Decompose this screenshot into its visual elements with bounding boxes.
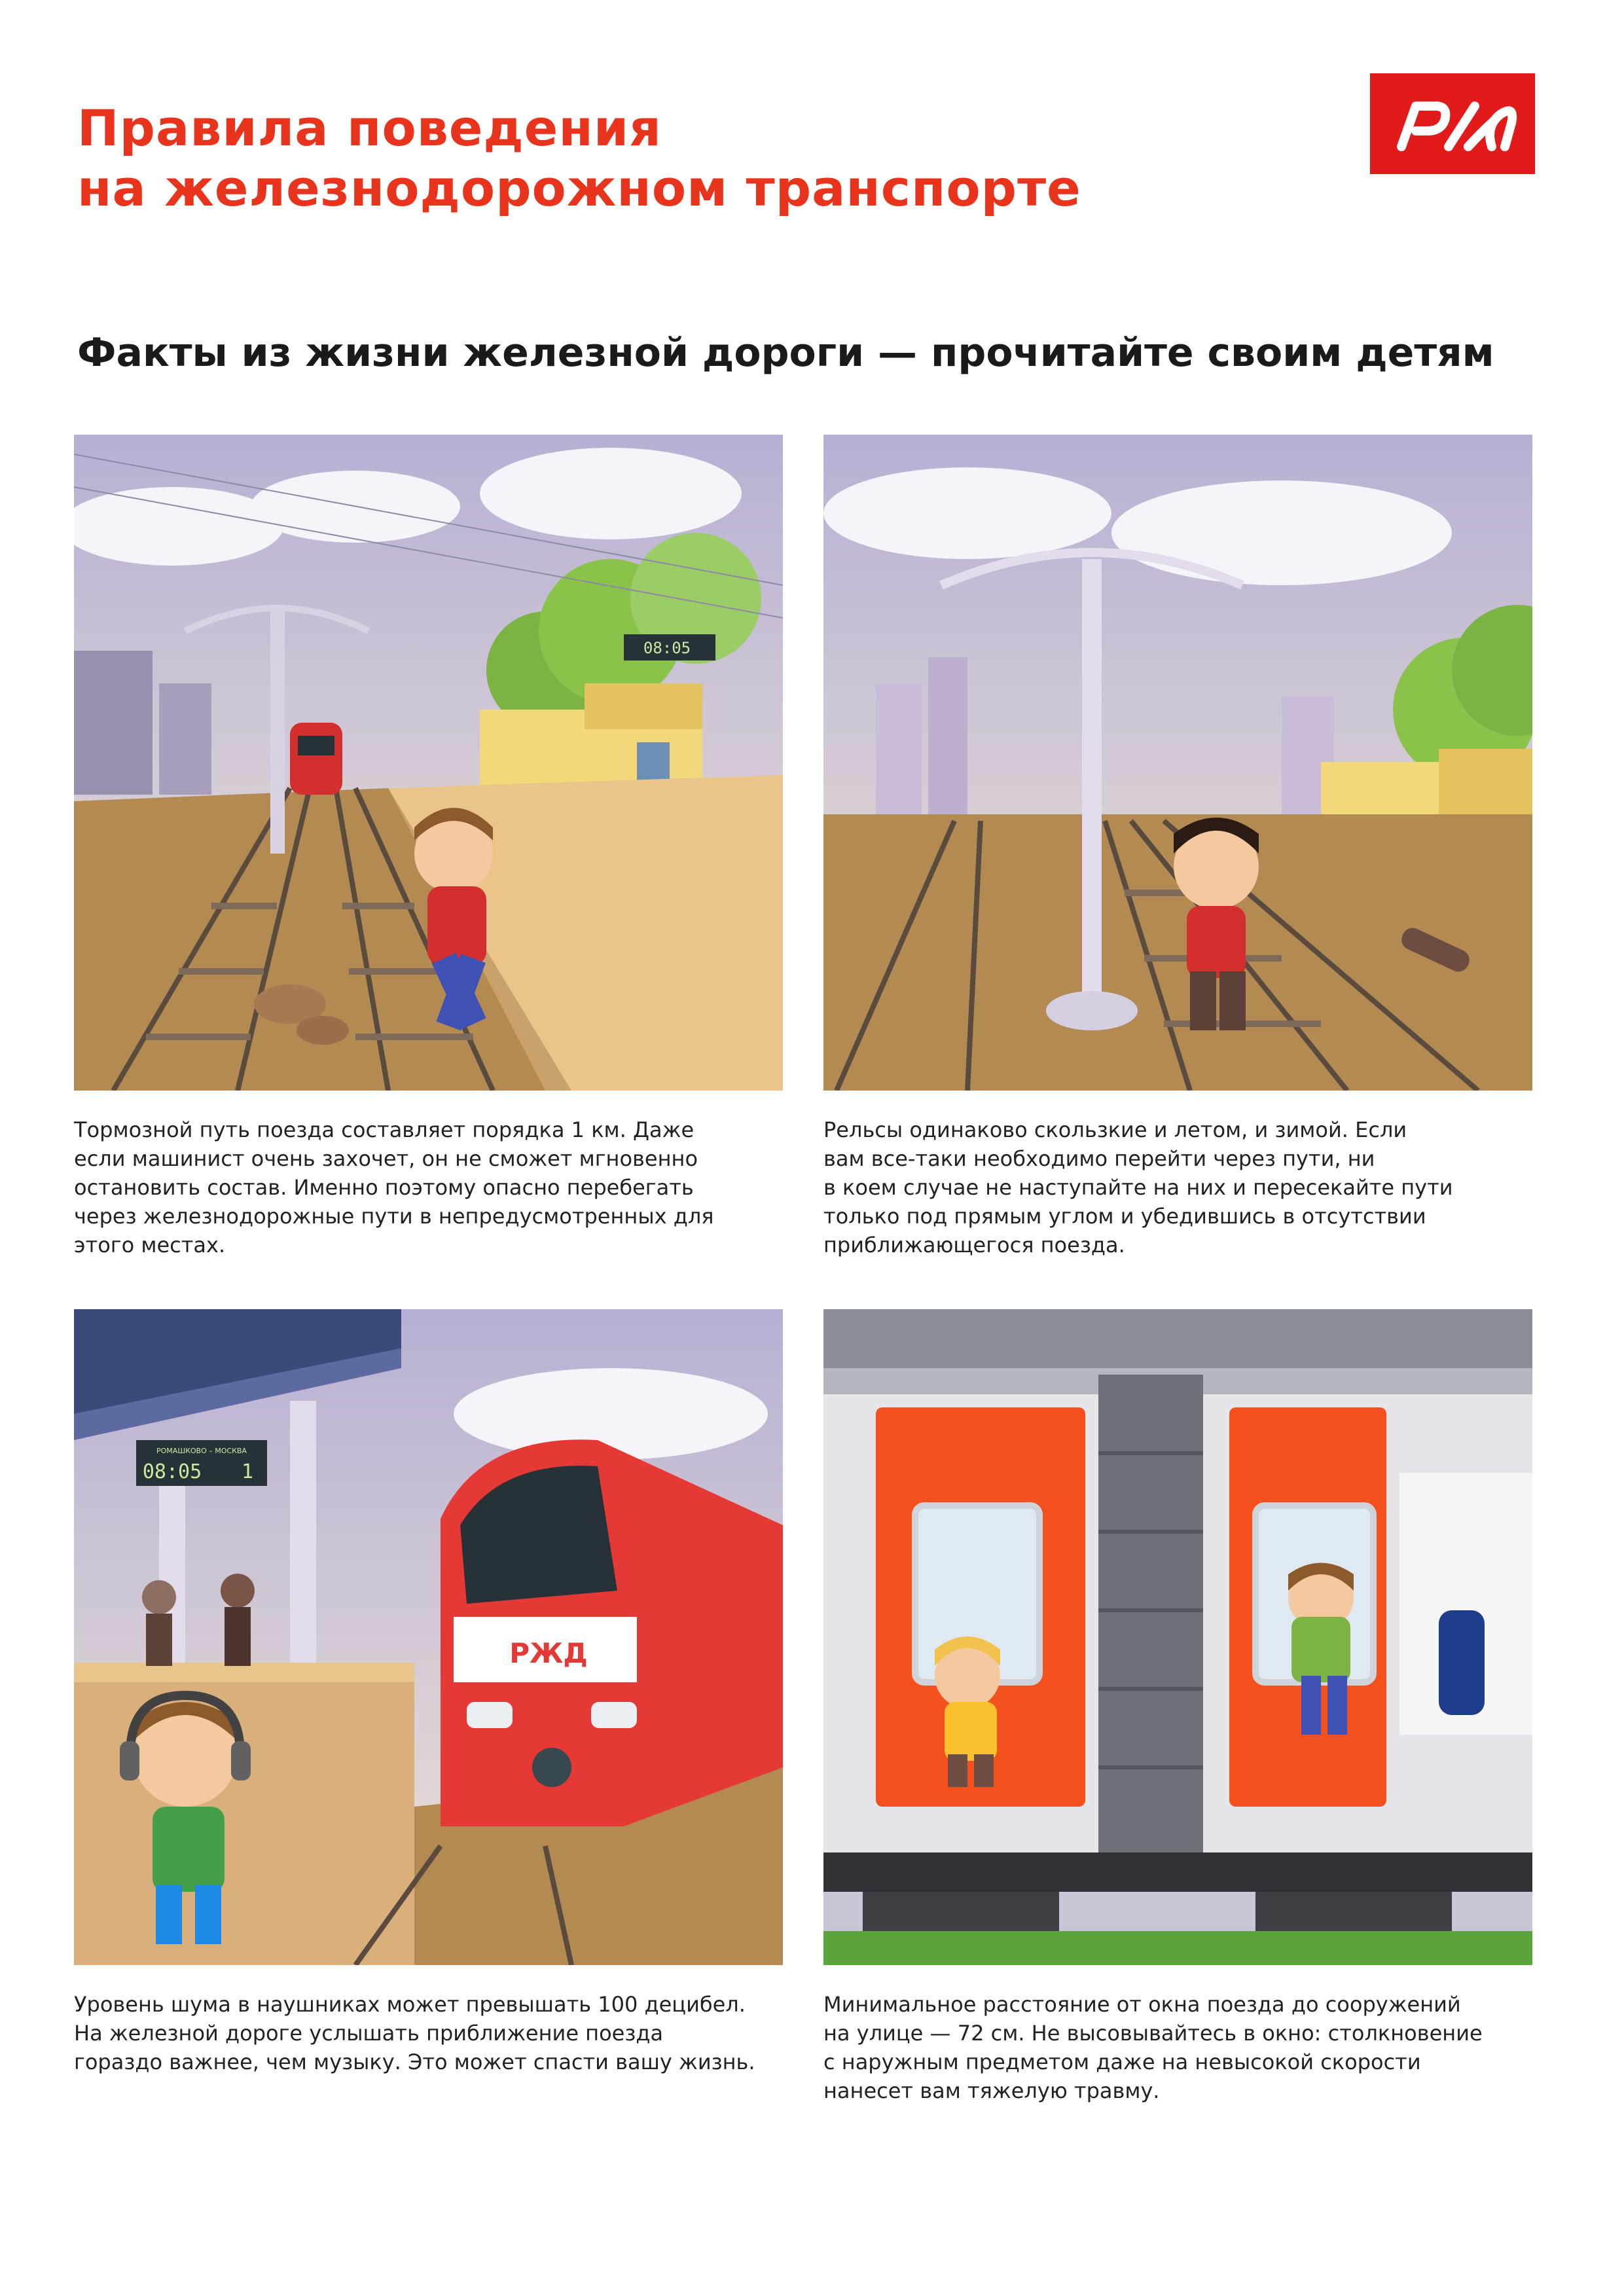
caption-line: Тормозной путь поезда составляет порядка 1 км. Даже — [74, 1117, 695, 1142]
caption-braking-distance — [74, 1115, 781, 1259]
page-subtitle: Факты из жизни железной дороги — прочитайте своим детям — [77, 330, 1494, 376]
caption-line: на улице — 72 см. Не высовывайтесь в окно: столкновение — [823, 2021, 1483, 2046]
illustration-walking-on-rails — [823, 435, 1532, 1091]
caption-line: Минимальное расстояние от окна поезда до сооружений — [823, 1992, 1461, 2017]
page-title — [77, 98, 1081, 219]
board-route: РОМАШКОВО – МОСКВА — [156, 1447, 247, 1455]
caption-line: Уровень шума в наушниках может превышать 100 децибел. — [74, 1992, 746, 2017]
caption-headphones-noise — [74, 1990, 781, 2076]
train-logo: РЖД — [509, 1637, 588, 1669]
caption-line: остановить состав. Именно поэтому опасно перебегать — [74, 1175, 694, 1200]
illustration-crossing-tracks — [74, 435, 783, 1091]
caption-line: в коем случае не наступайте на них и пересекайте пути — [823, 1175, 1453, 1200]
illustration-headphones-train — [74, 1309, 783, 1965]
caption-line: через железнодорожные пути в непредусмотренных для — [74, 1204, 714, 1229]
title-line-2: на железнодорожном транспорте — [77, 159, 1081, 217]
board-track: 1 — [241, 1460, 254, 1483]
caption-line: этого местах. — [74, 1233, 226, 1257]
caption-line: На железной дороге услышать приближение поезда — [74, 2021, 664, 2046]
rzd-logo-mark — [1370, 73, 1535, 174]
caption-line: Рельсы одинаково скользкие и летом, и зимой. Если — [823, 1117, 1407, 1142]
rzd-logo — [1370, 73, 1535, 174]
caption-line: приближающегося поезда. — [823, 1233, 1125, 1257]
illustration-train-window — [823, 1309, 1532, 1965]
caption-line: нанесет вам тяжелую травму. — [823, 2078, 1160, 2103]
caption-line: гораздо важнее, чем музыку. Это может спасти вашу жизнь. — [74, 2050, 755, 2074]
caption-line: если машинист очень захочет, он не сможет мгновенно — [74, 1146, 698, 1171]
board-time: 08:05 — [142, 1460, 202, 1483]
caption-line: вам все-таки необходимо перейти через пути, ни — [823, 1146, 1375, 1171]
caption-line: с наружным предметом даже на невысокой скорости — [823, 2050, 1421, 2074]
title-line-1: Правила поведения — [77, 99, 662, 157]
caption-line: только под прямым углом и убедившись в отсутствии — [823, 1204, 1426, 1229]
caption-slippery-rails — [823, 1115, 1530, 1259]
caption-window-distance — [823, 1990, 1530, 2105]
board-time: 08:05 — [643, 639, 691, 657]
